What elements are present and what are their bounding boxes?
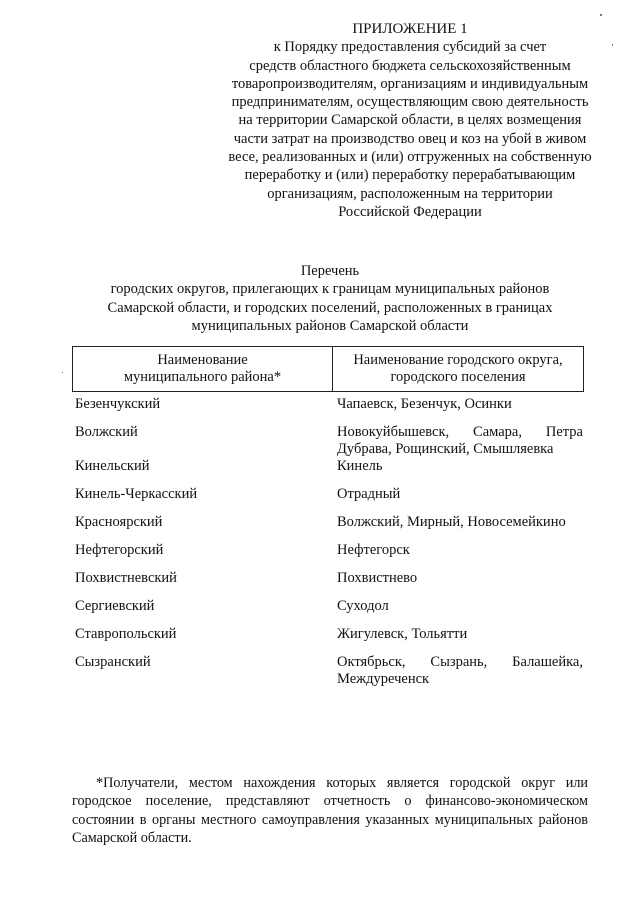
settlement-names: Чапаевск, Безенчук, Осинки [337, 396, 512, 412]
header-line: переработку и (или) переработку перерабатывающим [244, 167, 576, 184]
column-header-settlement: Наименование городского округа, городского поселения [353, 352, 563, 385]
district-name: Ставропольский [75, 626, 177, 642]
appendix-title: ПРИЛОЖЕНИЕ 1 [352, 21, 468, 37]
table-row [72, 542, 584, 559]
district-name: Нефтегорский [75, 542, 164, 558]
table-header [72, 346, 584, 392]
table-row [72, 626, 584, 643]
settlement-names: Кинель [337, 458, 383, 474]
column-header-district: Наименование муниципального района* [73, 347, 333, 391]
settlement-names: Новокуйбышевск, Самара, Петра Дубрава, Рощинский, Смышляевка [337, 424, 583, 457]
header-line: весе, реализованных и (или) отгруженных на собственную [228, 149, 592, 166]
settlement-names: Отрадный [337, 486, 401, 502]
settlement-names: Октябрьск, Сызрань, Балашейка, Междуреченск [337, 654, 583, 687]
table-row [72, 424, 584, 458]
settlement-names: Похвистнево [337, 570, 418, 586]
list-title: Перечень [300, 263, 360, 279]
header-line: товаропроизводителям, организациям и индивидуальным [231, 75, 589, 92]
header-line: к Порядку предоставления субсидий за счет [273, 39, 547, 56]
table-row [72, 654, 584, 688]
list-heading [60, 262, 600, 335]
table-row [72, 570, 584, 587]
footnote-text: *Получатели, местом нахождения которых является городской округ или городское поселение, представляют отчетность о финансово-экономическом состоянии в органы местного самоуправления указанных муниципальных районов Самарской области. [72, 775, 588, 846]
table-row [72, 598, 584, 615]
header-line: части затрат на производство овец и коз на убой в живом [233, 130, 587, 147]
header-line: Российской Федерации [338, 203, 482, 220]
district-name: Безенчукский [75, 396, 161, 412]
scan-speck [600, 14, 602, 16]
district-name: Красноярский [75, 514, 163, 530]
districts-table [72, 346, 584, 687]
table-row [72, 458, 584, 475]
district-name: Волжский [75, 424, 138, 440]
footnote [72, 774, 588, 847]
district-name: Сергиевский [75, 598, 155, 614]
table-row [72, 486, 584, 503]
table-row [72, 396, 584, 413]
settlement-names: Суходол [337, 598, 389, 614]
district-name: Кинельский [75, 458, 150, 474]
settlement-names: Волжский, Мирный, Новосемейкино [337, 514, 566, 530]
district-name: Сызранский [75, 654, 151, 670]
header-line: предпринимателям, осуществляющим свою деятельность [231, 94, 589, 111]
scan-speck [62, 372, 63, 373]
header-line: на территории Самарской области, в целях возмещения [238, 112, 582, 129]
list-heading-line: муниципальных районов Самарской области [191, 317, 469, 334]
settlement-names: Жигулевск, Тольятти [337, 626, 468, 642]
table-row [72, 514, 584, 531]
appendix-header [200, 20, 620, 221]
district-name: Кинель-Черкасский [75, 486, 198, 502]
header-line: средств областного бюджета сельскохозяйственным [249, 57, 571, 74]
district-name: Похвистневский [75, 570, 177, 586]
settlement-names: Нефтегорск [337, 542, 410, 558]
list-heading-line: городских округов, прилегающих к границам муниципальных районов [110, 281, 550, 298]
list-heading-line: Самарской области, и городских поселений, расположенных в границах [107, 299, 553, 316]
header-line: организациям, расположенным на территории [267, 185, 553, 202]
